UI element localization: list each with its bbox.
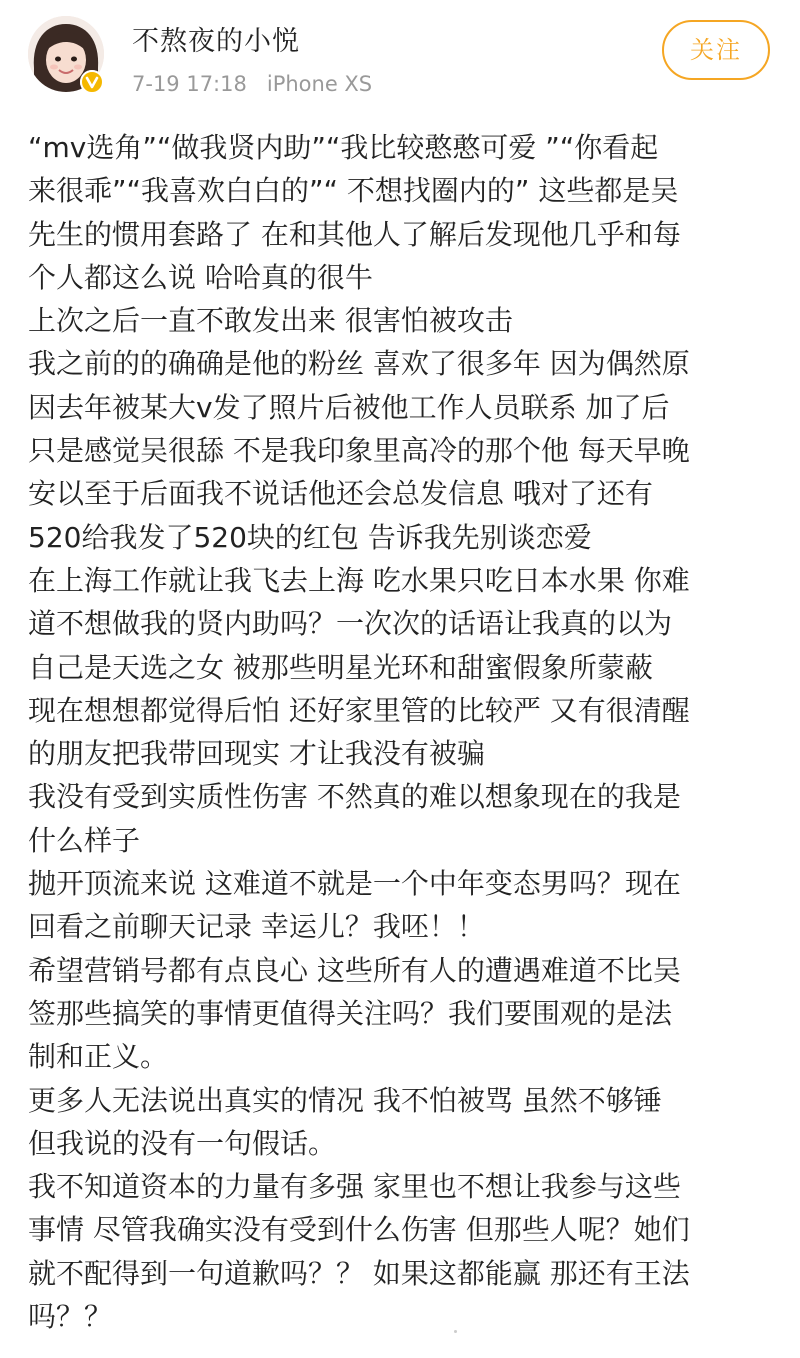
post-text-line: 但我说的没有一句假话。 (28, 1126, 337, 1160)
post-text-line: 520给我发了520块的红包 告诉我先别谈恋爱 (28, 520, 592, 554)
post-text-line: 上次之后一直不敢发出来 很害怕被攻击 (28, 304, 513, 338)
scroll-indicator (454, 1330, 457, 1333)
post-text-line: 因去年被某大v发了照片后被他工作人员联系 加了后 (28, 390, 670, 424)
post-header (0, 0, 800, 110)
post-text-line: 吗？？ (28, 1300, 113, 1334)
post-text-line: 我之前的的确确是他的粉丝 喜欢了很多年 因为偶然原 (28, 347, 690, 381)
post-text-line: 制和正义。 (28, 1040, 169, 1074)
post-text-line: 的朋友把我带回现实 才让我没有被骗 (28, 737, 485, 771)
post-text-line: 道不想做我的贤内助吗？一次次的话语让我真的以为 (28, 607, 673, 641)
post-text-line: 个人都这么说 哈哈真的很牛 (28, 260, 373, 294)
post-device: iPhone XS (266, 72, 373, 96)
follow-button[interactable]: 关注 (662, 20, 770, 80)
post-text-line: 安以至于后面我不说话他还会总发信息 哦对了还有 (28, 477, 653, 511)
post-time: 7-19 17:18 (132, 72, 247, 96)
post-text-line: 现在想想都觉得后怕 还好家里管的比较严 又有很清醒 (28, 693, 690, 727)
post-text-line: 只是感觉吴很舔 不是我印象里高冷的那个他 每天早晚 (28, 434, 690, 468)
post-meta (132, 70, 372, 98)
post-text-line: 自己是天选之女 被那些明星光环和甜蜜假象所蒙蔽 (28, 650, 653, 684)
post-text-line: 签那些搞笑的事情更值得关注吗？我们要围观的是法 (28, 996, 673, 1030)
post-text-line: 事情 尽管我确实没有受到什么伤害 但那些人呢？她们 (28, 1213, 690, 1247)
post-text-line: 更多人无法说出真实的情况 我不怕被骂 虽然不够锤 (28, 1083, 662, 1117)
post-text-line: 在上海工作就让我飞去上海 吃水果只吃日本水果 你难 (28, 563, 690, 597)
post-text-line: 我不知道资本的力量有多强 家里也不想让我参与这些 (28, 1170, 681, 1204)
post-text-line: 我没有受到实质性伤害 不然真的难以想象现在的我是 (28, 780, 681, 814)
verified-v-badge-icon (80, 70, 104, 94)
post-text-line: 希望营销号都有点良心 这些所有人的遭遇难道不比吴 (28, 953, 681, 987)
post-text-line: 来很乖”“我喜欢白白的”“ 不想找圈内的” 这些都是吴 (28, 174, 679, 208)
author-name[interactable]: 不熬夜的小悦 (132, 26, 300, 57)
post-body (28, 126, 788, 1338)
post-text-line: 什么样子 (28, 823, 141, 857)
post-text-line: 就不配得到一句道歉吗？？ 如果这都能赢 那还有王法 (28, 1256, 690, 1290)
post-text-line: “mv选角”“做我贤内助”“我比较憨憨可爱 ”“你看起 (28, 131, 659, 164)
post-text-line: 抛开顶流来说 这难道不就是一个中年变态男吗？现在 (28, 867, 681, 901)
post-text-line: 回看之前聊天记录 幸运儿？我呸！！ (28, 910, 485, 944)
post-text-line: 先生的惯用套路了 在和其他人了解后发现他几乎和每 (28, 217, 681, 251)
verified-badge (80, 70, 104, 94)
